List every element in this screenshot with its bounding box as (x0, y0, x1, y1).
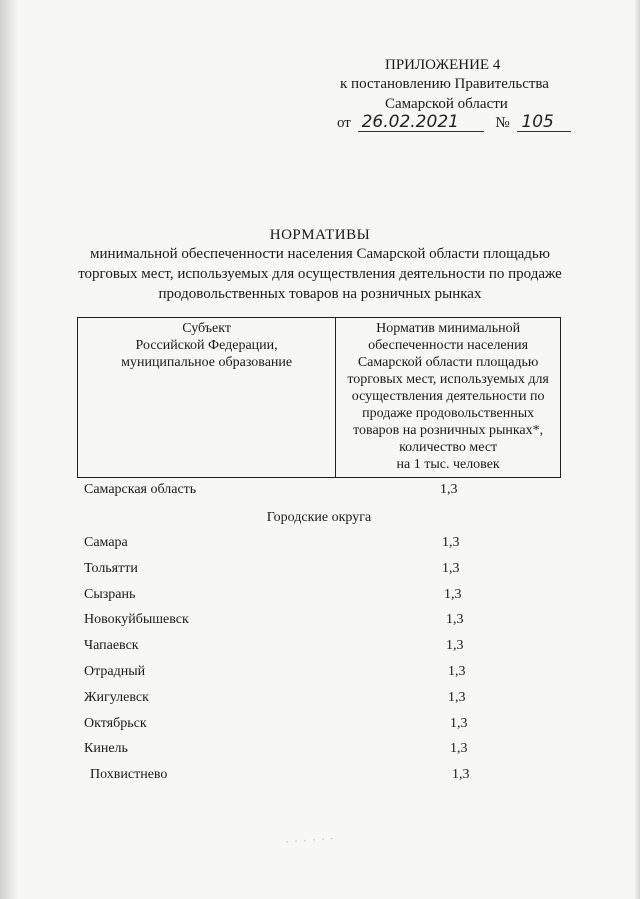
row-name: Самара (84, 535, 128, 550)
row-value: 1,3 (452, 767, 470, 783)
row-value: 1,3 (450, 741, 468, 757)
scan-edge-left (0, 0, 18, 899)
column-header-norm (336, 318, 561, 478)
date-label: от (337, 115, 351, 131)
column-header-subject-text: Субъект Российской Федерации, муниципальное образование (121, 321, 293, 370)
row-value: 1,3 (442, 560, 460, 576)
row-name: Похвистнево (90, 767, 168, 783)
handwritten-number: 105 (517, 113, 571, 132)
row-name: Чапаевск (84, 638, 139, 654)
column-header-subject (78, 318, 336, 478)
row-name: Тольятти (84, 560, 138, 576)
region-label: Самарской области (385, 96, 508, 112)
row-name: Самарская область (84, 482, 197, 497)
row-value: 1,3 (448, 689, 466, 705)
row-value: 1,3 (440, 482, 458, 497)
row-value: 1,3 (442, 535, 460, 550)
row-name: Жигулевск (84, 689, 149, 705)
row-value: 1,3 (446, 638, 464, 654)
row-value: 1,3 (448, 664, 466, 679)
row-name: Сызрань (84, 586, 136, 602)
table-header-row (78, 318, 561, 478)
column-header-norm-text: Норматив минимальной обеспеченности населения Самарской области площадью торговых мест, используемых для осуществления деятельности по продаже продовольственных товаров на розничных рынках*, количество мест на 1 тыс. человек (347, 321, 549, 472)
row-name: Новокуйбышевск (84, 612, 189, 628)
row-value: 1,3 (450, 715, 468, 731)
row-value: 1,3 (446, 612, 464, 628)
document-title: НОРМАТИВЫ (269, 227, 371, 243)
decree-label: к постановлению Правительства (340, 76, 549, 92)
scan-edge-right (634, 0, 640, 899)
row-name: Кинель (84, 741, 128, 757)
handwritten-date: 26.02.2021 (358, 113, 484, 132)
row-name: Отрадный (84, 664, 146, 679)
decree-date-line (337, 113, 571, 132)
appendix-label: ПРИЛОЖЕНИЕ 4 (385, 57, 501, 73)
section-title-city-districts: Городские округа (266, 510, 372, 525)
row-value: 1,3 (444, 586, 462, 602)
number-label: № (495, 115, 510, 131)
row-name: Октябрьск (84, 715, 147, 731)
document-subtitle: минимальной обеспеченности населения Самарской области площадью торговых мест, используемых для осуществления деятельности по продаже продовольственных товаров на розничных рынках (78, 246, 562, 302)
norm-table-header (77, 317, 561, 478)
scan-artifact: · · · · · · (284, 832, 335, 849)
